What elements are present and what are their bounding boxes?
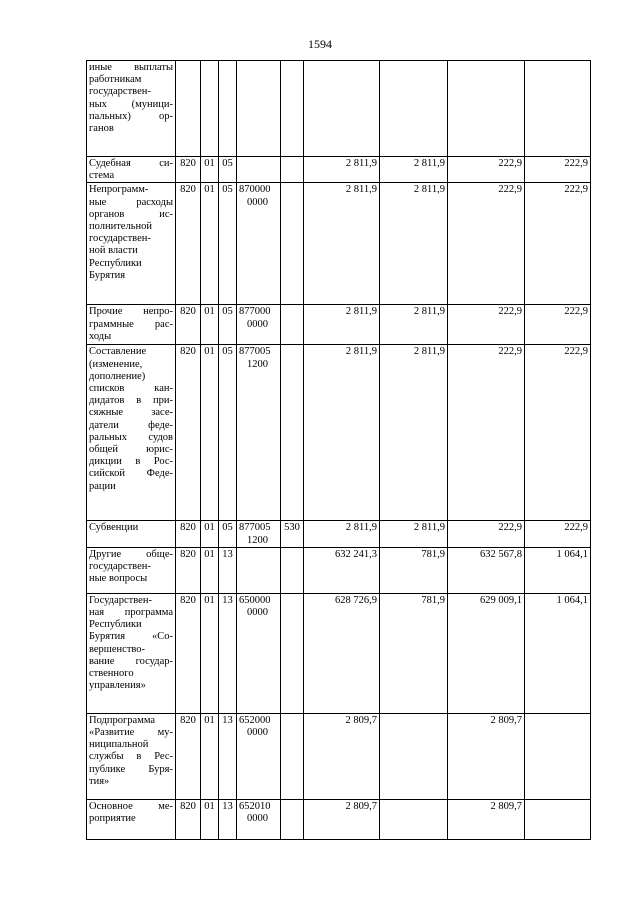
- item-name-line: ные вопросы: [89, 573, 148, 585]
- item-name-line: управления»: [89, 680, 146, 692]
- item-name-line: вание государ-: [89, 655, 173, 667]
- item-name-line: общей юрис-: [89, 444, 173, 456]
- pr-code-cell: [219, 61, 237, 157]
- csr-code-cell: [237, 305, 281, 345]
- item-name-cell: [87, 305, 176, 345]
- item-name-line: сяжные засе-: [89, 407, 173, 419]
- pr-code-cell: 13: [219, 547, 237, 593]
- item-name-line: датели феде-: [89, 419, 173, 431]
- table-row: [87, 521, 591, 547]
- item-name-line: ные расходы: [89, 196, 173, 208]
- item-name-line: органов ис-: [89, 208, 173, 220]
- csr-code-part: 877005: [239, 522, 271, 534]
- item-name-line: ной власти: [89, 245, 138, 257]
- item-name-line: публике Буря-: [89, 763, 173, 775]
- item-name-cell: [87, 593, 176, 713]
- amount-cell-4: 222,9: [525, 305, 591, 345]
- pr-code-cell: 05: [219, 521, 237, 547]
- amount-cell-2: 2 811,9: [380, 305, 448, 345]
- table-row: [87, 183, 591, 305]
- rz-code-cell: 01: [201, 305, 219, 345]
- amount-cell-1: [304, 61, 380, 157]
- item-name-line: Бурятия «Со-: [89, 631, 173, 643]
- csr-code-cell: [237, 713, 281, 799]
- item-name-line: ганов: [89, 123, 114, 135]
- csr-code-cell: [237, 345, 281, 521]
- csr-code-cell: [237, 157, 281, 183]
- amount-cell-1: 632 241,3: [304, 547, 380, 593]
- amount-cell-2: [380, 61, 448, 157]
- item-name-line: службы в Рес-: [89, 751, 173, 763]
- csr-code-part: 1200: [247, 534, 268, 546]
- item-name-line: Республики: [89, 619, 142, 631]
- amount-cell-1: 2 809,7: [304, 713, 380, 799]
- rz-code-cell: [201, 61, 219, 157]
- csr-code-part: 650000: [239, 594, 271, 606]
- csr-code-cell: [237, 521, 281, 547]
- item-name-line: роприятие: [89, 813, 136, 825]
- amount-cell-3: 632 567,8: [448, 547, 525, 593]
- csr-code-part: 0000: [247, 813, 268, 825]
- rz-code-cell: 01: [201, 799, 219, 839]
- item-name-cell: [87, 61, 176, 157]
- table-row: [87, 61, 591, 157]
- vr-code-cell: [281, 61, 304, 157]
- item-name-cell: [87, 345, 176, 521]
- amount-cell-4: [525, 799, 591, 839]
- gr-code-cell: 820: [176, 183, 201, 305]
- gr-code-cell: 820: [176, 345, 201, 521]
- vr-code-cell: [281, 547, 304, 593]
- item-name-line: Государствен-: [89, 594, 152, 606]
- amount-cell-2: [380, 713, 448, 799]
- rz-code-cell: 01: [201, 713, 219, 799]
- table-row: [87, 799, 591, 839]
- amount-cell-3: 2 809,7: [448, 799, 525, 839]
- item-name-line: иные выплаты: [89, 62, 173, 73]
- amount-cell-1: 2 811,9: [304, 521, 380, 547]
- amount-cell-2: [380, 799, 448, 839]
- rz-code-cell: 01: [201, 547, 219, 593]
- csr-code-part: 877005: [239, 346, 271, 358]
- csr-code-cell: [237, 61, 281, 157]
- csr-code-cell: [237, 799, 281, 839]
- vr-code-cell: [281, 345, 304, 521]
- vr-code-cell: [281, 799, 304, 839]
- pr-code-cell: 05: [219, 305, 237, 345]
- csr-code-cell: [237, 593, 281, 713]
- vr-code-cell: [281, 305, 304, 345]
- item-name-line: рации: [89, 480, 116, 492]
- csr-code-part: 870000: [239, 184, 271, 196]
- amount-cell-1: 2 811,9: [304, 183, 380, 305]
- vr-code-cell: [281, 183, 304, 305]
- gr-code-cell: 820: [176, 305, 201, 345]
- amount-cell-1: 2 809,7: [304, 799, 380, 839]
- amount-cell-4: 222,9: [525, 345, 591, 521]
- item-name-line: Подпрограмма: [89, 714, 156, 726]
- amount-cell-2: 781,9: [380, 547, 448, 593]
- vr-code-cell: [281, 593, 304, 713]
- item-name-line: дикции в Рос-: [89, 456, 173, 468]
- vr-code-cell: [281, 157, 304, 183]
- rz-code-cell: 01: [201, 593, 219, 713]
- amount-cell-3: 222,9: [448, 183, 525, 305]
- rz-code-cell: 01: [201, 345, 219, 521]
- pr-code-cell: 13: [219, 799, 237, 839]
- item-name-line: тия»: [89, 775, 110, 787]
- pr-code-cell: 13: [219, 713, 237, 799]
- item-name-line: Прочие непро-: [89, 306, 173, 318]
- amount-cell-4: 222,9: [525, 157, 591, 183]
- amount-cell-4: 1 064,1: [525, 547, 591, 593]
- amount-cell-2: 2 811,9: [380, 521, 448, 547]
- item-name-line: списков кан-: [89, 383, 173, 395]
- amount-cell-3: 222,9: [448, 521, 525, 547]
- rz-code-cell: 01: [201, 521, 219, 547]
- table-row: [87, 305, 591, 345]
- item-name-line: работникам: [89, 74, 142, 86]
- amount-cell-3: 222,9: [448, 305, 525, 345]
- pr-code-cell: 05: [219, 183, 237, 305]
- item-name-line: ниципальной: [89, 739, 149, 751]
- amount-cell-2: 2 811,9: [380, 345, 448, 521]
- item-name-cell: [87, 547, 176, 593]
- csr-code-cell: [237, 547, 281, 593]
- item-name-line: государствен-: [89, 233, 151, 245]
- csr-code-part: 0000: [247, 196, 268, 208]
- gr-code-cell: 820: [176, 799, 201, 839]
- item-name-cell: [87, 183, 176, 305]
- item-name-line: «Развитие му-: [89, 727, 173, 739]
- amount-cell-4: 222,9: [525, 183, 591, 305]
- item-name-line: сийской Феде-: [89, 468, 173, 480]
- item-name-line: пальных) ор-: [89, 110, 173, 122]
- amount-cell-3: 2 809,7: [448, 713, 525, 799]
- item-name-cell: [87, 713, 176, 799]
- item-name-cell: [87, 521, 176, 547]
- page-number: 1594: [308, 37, 332, 51]
- amount-cell-4: [525, 713, 591, 799]
- csr-code-part: 0000: [247, 727, 268, 739]
- gr-code-cell: 820: [176, 593, 201, 713]
- table-row: [87, 713, 591, 799]
- amount-cell-4: [525, 61, 591, 157]
- item-name-line: Другие обще-: [89, 548, 173, 560]
- item-name-line: ходы: [89, 330, 112, 342]
- gr-code-cell: 820: [176, 713, 201, 799]
- item-name-line: дидатов в при-: [89, 395, 173, 407]
- item-name-line: государствен-: [89, 561, 151, 573]
- amount-cell-2: 2 811,9: [380, 183, 448, 305]
- item-name-line: ных (муници-: [89, 98, 173, 110]
- csr-code-part: 652000: [239, 714, 271, 726]
- item-name-line: Судебная си-: [89, 158, 173, 169]
- amount-cell-3: 222,9: [448, 157, 525, 183]
- item-name-line: граммные рас-: [89, 318, 173, 330]
- item-name-cell: [87, 799, 176, 839]
- amount-cell-2: 781,9: [380, 593, 448, 713]
- vr-code-cell: [281, 713, 304, 799]
- item-name-line: Субвенции: [89, 522, 139, 534]
- pr-code-cell: 05: [219, 345, 237, 521]
- amount-cell-2: 2 811,9: [380, 157, 448, 183]
- amount-cell-1: 2 811,9: [304, 305, 380, 345]
- item-name-line: дополнение): [89, 370, 146, 382]
- amount-cell-3: [448, 61, 525, 157]
- amount-cell-4: 222,9: [525, 521, 591, 547]
- table-row: [87, 157, 591, 183]
- item-name-line: ральных судов: [89, 431, 173, 443]
- item-name-line: ственного: [89, 668, 134, 680]
- gr-code-cell: 820: [176, 157, 201, 183]
- item-name-line: Непрограмм-: [89, 184, 149, 196]
- amount-cell-3: 629 009,1: [448, 593, 525, 713]
- csr-code-part: 0000: [247, 607, 268, 619]
- rz-code-cell: 01: [201, 157, 219, 183]
- item-name-line: вершенство-: [89, 643, 146, 655]
- amount-cell-1: 2 811,9: [304, 157, 380, 183]
- budget-table: [86, 60, 591, 840]
- vr-code-cell: 530: [281, 521, 304, 547]
- item-name-line: полнительной: [89, 221, 152, 233]
- csr-code-cell: [237, 183, 281, 305]
- rz-code-cell: 01: [201, 183, 219, 305]
- amount-cell-1: 628 726,9: [304, 593, 380, 713]
- item-name-line: Составление: [89, 346, 147, 358]
- amount-cell-1: 2 811,9: [304, 345, 380, 521]
- item-name-line: стема: [89, 170, 115, 182]
- gr-code-cell: [176, 61, 201, 157]
- table-row: [87, 547, 591, 593]
- item-name-cell: [87, 157, 176, 183]
- csr-code-part: 877000: [239, 306, 271, 318]
- item-name-line: ная программа: [89, 607, 173, 619]
- table-row: [87, 345, 591, 521]
- amount-cell-4: 1 064,1: [525, 593, 591, 713]
- table-row: [87, 593, 591, 713]
- item-name-line: Бурятия: [89, 269, 126, 281]
- item-name-line: (изменение,: [89, 358, 143, 370]
- pr-code-cell: 05: [219, 157, 237, 183]
- gr-code-cell: 820: [176, 521, 201, 547]
- item-name-line: Основное ме-: [89, 800, 173, 812]
- csr-code-part: 1200: [247, 358, 268, 370]
- csr-code-part: 0000: [247, 318, 268, 330]
- pr-code-cell: 13: [219, 593, 237, 713]
- item-name-line: государствен-: [89, 86, 151, 98]
- amount-cell-3: 222,9: [448, 345, 525, 521]
- gr-code-cell: 820: [176, 547, 201, 593]
- csr-code-part: 652010: [239, 800, 271, 812]
- item-name-line: Республики: [89, 257, 142, 269]
